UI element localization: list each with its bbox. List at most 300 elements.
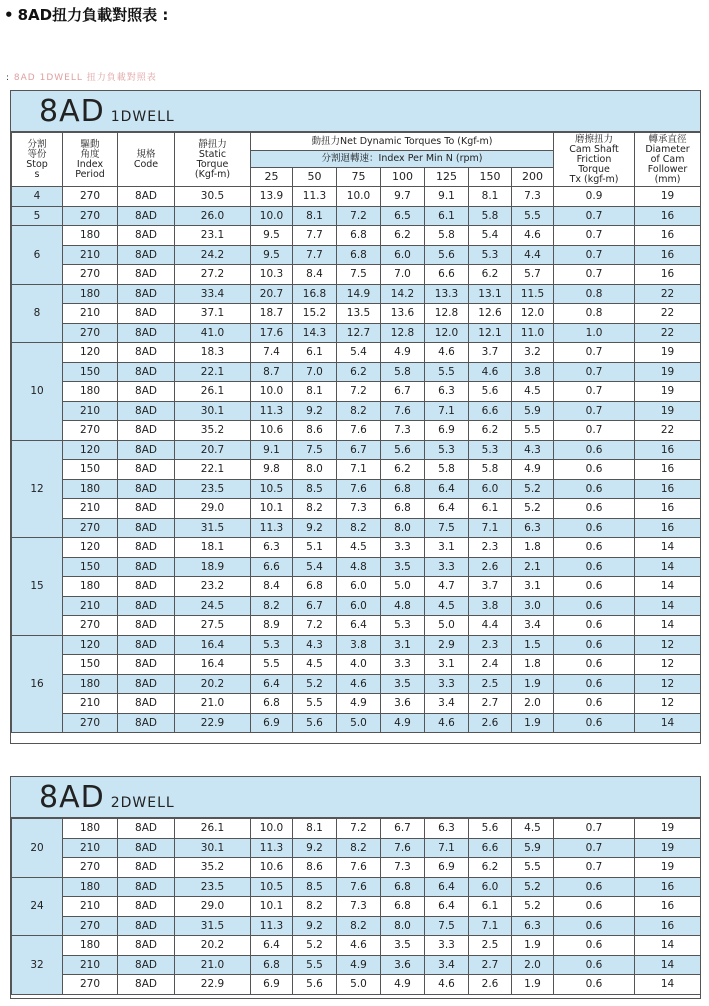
table-cell: 8AD (118, 245, 175, 265)
table-cell: 5.6 (381, 440, 425, 460)
table-cell: 8AD (118, 479, 175, 499)
table-header (12, 133, 701, 187)
table-cell: 9.2 (293, 518, 337, 538)
table-cell: 20.7 (175, 440, 251, 460)
table-cell: 20.2 (175, 936, 251, 956)
table-cell: 3.4 (425, 955, 469, 975)
table-cell: 13.1 (469, 284, 512, 304)
table-cell: 5.4 (293, 557, 337, 577)
table-cell: 2.6 (469, 975, 512, 995)
table-body (12, 819, 701, 995)
table-cell: 3.5 (381, 674, 425, 694)
table-cell: 9.5 (251, 226, 293, 246)
table-cell: 16.4 (175, 635, 251, 655)
table-cell: 24.5 (175, 596, 251, 616)
table-panel-1dwell (10, 90, 701, 744)
table-cell: 3.5 (381, 936, 425, 956)
table-row (12, 877, 701, 897)
stop-cell: 10 (12, 343, 63, 441)
table-cell: 9.2 (293, 838, 337, 858)
table-cell: 10.0 (251, 206, 293, 226)
table-cell: 0.7 (554, 382, 635, 402)
table-cell: 7.6 (337, 877, 381, 897)
table-cell: 22.9 (175, 713, 251, 733)
table-cell: 180 (63, 226, 118, 246)
table-cell: 5.7 (512, 265, 554, 285)
table-cell: 23.5 (175, 479, 251, 499)
table-cell: 5.2 (293, 674, 337, 694)
table-cell: 7.5 (425, 916, 469, 936)
table-cell: 1.9 (512, 674, 554, 694)
table-cell: 270 (63, 323, 118, 343)
table-cell: 5.5 (512, 206, 554, 226)
table-cell: 7.6 (381, 838, 425, 858)
table-cell: 13.6 (381, 304, 425, 324)
table-cell: 6.7 (381, 819, 425, 839)
table-cell: 4.7 (425, 577, 469, 597)
bullet: • (4, 6, 14, 24)
table-cell: 6.6 (425, 265, 469, 285)
table-cell: 6.7 (381, 382, 425, 402)
table-cell: 6.8 (381, 897, 425, 917)
table-cell: 11.3 (293, 187, 337, 207)
table-cell: 12.8 (381, 323, 425, 343)
table-cell: 3.4 (425, 694, 469, 714)
table-cell: 1.0 (554, 323, 635, 343)
header-rpm: 200 (512, 168, 554, 187)
table-cell: 12.8 (425, 304, 469, 324)
table-cell: 11.0 (512, 323, 554, 343)
table-cell: 6.4 (251, 674, 293, 694)
table-cell: 150 (63, 557, 118, 577)
table-cell: 5.6 (293, 713, 337, 733)
table-cell: 8.4 (251, 577, 293, 597)
table-cell: 8.2 (337, 916, 381, 936)
stop-cell: 8 (12, 284, 63, 343)
table-cell: 7.7 (293, 226, 337, 246)
table-cell: 0.7 (554, 245, 635, 265)
table-cell: 7.0 (293, 362, 337, 382)
table-cell: 13.3 (425, 284, 469, 304)
table-cell: 7.3 (337, 897, 381, 917)
table-cell: 11.3 (251, 401, 293, 421)
table-cell: 1.9 (512, 975, 554, 995)
table-title-model: 8AD (39, 94, 105, 129)
table-cell: 3.6 (381, 694, 425, 714)
table-cell: 6.1 (469, 499, 512, 519)
table-cell: 12 (635, 655, 701, 675)
table-row (12, 838, 701, 858)
stop-cell: 12 (12, 440, 63, 538)
table-title-bar (11, 777, 700, 818)
table-cell: 7.1 (337, 460, 381, 480)
table-cell: 0.6 (554, 440, 635, 460)
table-cell: 15.2 (293, 304, 337, 324)
table-cell: 0.6 (554, 538, 635, 558)
table-cell: 8AD (118, 265, 175, 285)
table-cell: 5.4 (337, 343, 381, 363)
table-cell: 4.4 (512, 245, 554, 265)
table-cell: 3.4 (512, 616, 554, 636)
table-cell: 0.6 (554, 596, 635, 616)
table-cell: 0.6 (554, 616, 635, 636)
table-cell: 12.0 (512, 304, 554, 324)
table-cell: 8AD (118, 362, 175, 382)
table-cell: 16 (635, 265, 701, 285)
table-cell: 8AD (118, 226, 175, 246)
table-cell: 180 (63, 819, 118, 839)
table-cell: 19 (635, 362, 701, 382)
stop-cell: 32 (12, 936, 63, 995)
table-cell: 180 (63, 382, 118, 402)
table-cell: 3.1 (425, 655, 469, 675)
table-title-model: 8AD (39, 780, 105, 815)
table-cell: 20.2 (175, 674, 251, 694)
table-cell: 5.5 (293, 694, 337, 714)
table-cell: 3.3 (425, 557, 469, 577)
table-cell: 14 (635, 596, 701, 616)
table-cell: 4.6 (425, 343, 469, 363)
table-body (12, 187, 701, 733)
table-cell: 5.4 (469, 226, 512, 246)
table-cell: 8AD (118, 343, 175, 363)
table-cell: 7.3 (381, 858, 425, 878)
table-cell: 3.5 (381, 557, 425, 577)
table-cell: 0.6 (554, 499, 635, 519)
table-cell: 5.8 (425, 226, 469, 246)
table-cell: 11.5 (512, 284, 554, 304)
table-cell: 8.2 (293, 499, 337, 519)
header-dynamic-torque: 動扭力Net Dynamic Torques To (Kgf-m) (251, 133, 554, 151)
table-cell: 21.0 (175, 955, 251, 975)
table-cell: 5.9 (512, 838, 554, 858)
table-row (12, 616, 701, 636)
table-cell: 8AD (118, 674, 175, 694)
table-cell: 6.3 (512, 518, 554, 538)
table-cell: 0.7 (554, 401, 635, 421)
table-cell: 150 (63, 362, 118, 382)
table-cell: 10.6 (251, 421, 293, 441)
table-cell: 3.3 (381, 655, 425, 675)
table-cell: 11.3 (251, 518, 293, 538)
torque-table-1dwell (11, 132, 701, 733)
table-cell: 4.9 (381, 343, 425, 363)
table-cell: 10.0 (251, 382, 293, 402)
table-cell: 5.0 (337, 713, 381, 733)
table-cell: 0.7 (554, 858, 635, 878)
table-cell: 5.2 (293, 936, 337, 956)
table-cell: 180 (63, 936, 118, 956)
table-cell: 18.1 (175, 538, 251, 558)
table-cell: 3.3 (425, 936, 469, 956)
table-cell: 5.5 (512, 858, 554, 878)
table-cell: 2.5 (469, 936, 512, 956)
table-cell: 18.7 (251, 304, 293, 324)
table-cell: 22 (635, 304, 701, 324)
table-cell: 6.9 (425, 421, 469, 441)
table-row (12, 955, 701, 975)
table-cell: 6.4 (425, 877, 469, 897)
table-cell: 10.0 (337, 187, 381, 207)
table-cell: 8.2 (337, 518, 381, 538)
table-cell: 2.6 (469, 713, 512, 733)
table-row (12, 694, 701, 714)
table-cell: 7.6 (381, 401, 425, 421)
table-cell: 16 (635, 226, 701, 246)
table-cell: 8AD (118, 694, 175, 714)
table-cell: 8AD (118, 304, 175, 324)
table-cell: 3.8 (512, 362, 554, 382)
table-title-bar (11, 91, 700, 132)
table-cell: 3.6 (381, 955, 425, 975)
table-cell: 8AD (118, 635, 175, 655)
table-cell: 8.4 (293, 265, 337, 285)
table-cell: 10.1 (251, 897, 293, 917)
table-cell: 6.1 (469, 897, 512, 917)
table-cell: 16 (635, 897, 701, 917)
table-cell: 270 (63, 858, 118, 878)
table-cell: 6.9 (251, 975, 293, 995)
table-cell: 4.9 (381, 975, 425, 995)
table-cell: 0.8 (554, 304, 635, 324)
table-cell: 4.9 (512, 460, 554, 480)
table-cell: 6.4 (251, 936, 293, 956)
table-cell: 16 (635, 877, 701, 897)
table-cell: 8AD (118, 557, 175, 577)
table-cell: 150 (63, 655, 118, 675)
table-cell: 6.8 (337, 245, 381, 265)
table-cell: 33.4 (175, 284, 251, 304)
table-cell: 2.7 (469, 955, 512, 975)
table-cell: 3.7 (469, 577, 512, 597)
table-cell: 6.4 (337, 616, 381, 636)
table-cell: 6.2 (469, 421, 512, 441)
table-cell: 210 (63, 897, 118, 917)
table-cell: 0.6 (554, 955, 635, 975)
table-cell: 3.3 (381, 538, 425, 558)
table-cell: 8.0 (381, 916, 425, 936)
table-row (12, 596, 701, 616)
table-cell: 10.5 (251, 479, 293, 499)
table-cell: 18.3 (175, 343, 251, 363)
table-cell: 5.1 (293, 538, 337, 558)
table-cell: 7.0 (381, 265, 425, 285)
table-cell: 7.2 (337, 819, 381, 839)
table-cell: 7.3 (512, 187, 554, 207)
table-cell: 22 (635, 323, 701, 343)
table-row (12, 897, 701, 917)
table-cell: 8.1 (469, 187, 512, 207)
table-row (12, 916, 701, 936)
table-cell: 8AD (118, 499, 175, 519)
header-rpm: 100 (381, 168, 425, 187)
table-cell: 11.3 (251, 838, 293, 858)
table-row (12, 479, 701, 499)
page-heading (4, 4, 168, 25)
table-cell: 2.6 (469, 557, 512, 577)
table-cell: 8AD (118, 936, 175, 956)
table-row (12, 245, 701, 265)
table-cell: 0.6 (554, 713, 635, 733)
table-cell: 12.7 (337, 323, 381, 343)
table-cell: 7.5 (293, 440, 337, 460)
table-cell: 0.7 (554, 206, 635, 226)
table-row (12, 206, 701, 226)
table-cell: 270 (63, 518, 118, 538)
table-cell: 3.0 (512, 596, 554, 616)
table-cell: 8.2 (293, 897, 337, 917)
header-row (12, 133, 701, 151)
table-cell: 9.1 (251, 440, 293, 460)
table-cell: 12 (635, 635, 701, 655)
table-cell: 4.3 (512, 440, 554, 460)
table-cell: 4.9 (337, 694, 381, 714)
table-row (12, 265, 701, 285)
table-cell: 18.9 (175, 557, 251, 577)
table-cell: 8.5 (293, 479, 337, 499)
table-cell: 4.6 (469, 362, 512, 382)
table-cell: 0.7 (554, 838, 635, 858)
table-cell: 0.7 (554, 819, 635, 839)
table-cell: 8.0 (293, 460, 337, 480)
table-cell: 7.6 (337, 858, 381, 878)
table-cell: 210 (63, 499, 118, 519)
table-cell: 5.0 (337, 975, 381, 995)
table-cell: 1.9 (512, 713, 554, 733)
table-cell: 6.3 (512, 916, 554, 936)
table-cell: 2.3 (469, 635, 512, 655)
table-cell: 270 (63, 616, 118, 636)
table-row (12, 577, 701, 597)
table-cell: 14.9 (337, 284, 381, 304)
table-cell: 8.1 (293, 206, 337, 226)
table-cell: 19 (635, 343, 701, 363)
table-cell: 23.5 (175, 877, 251, 897)
table-cell: 31.5 (175, 518, 251, 538)
table-cell: 0.9 (554, 187, 635, 207)
table-cell: 4.4 (469, 616, 512, 636)
table-cell: 14 (635, 557, 701, 577)
table-cell: 16 (635, 499, 701, 519)
table-cell: 8AD (118, 838, 175, 858)
table-cell: 14 (635, 936, 701, 956)
table-cell: 7.6 (337, 479, 381, 499)
table-cell: 8AD (118, 284, 175, 304)
table-cell: 14 (635, 616, 701, 636)
table-row (12, 382, 701, 402)
table-cell: 180 (63, 479, 118, 499)
table-cell: 8AD (118, 877, 175, 897)
table-cell: 14 (635, 538, 701, 558)
table-cell: 7.1 (425, 401, 469, 421)
table-cell: 6.9 (251, 713, 293, 733)
table-row (12, 538, 701, 558)
header-rpm: 75 (337, 168, 381, 187)
table-cell: 8AD (118, 421, 175, 441)
table-cell: 5.3 (469, 440, 512, 460)
table-cell: 180 (63, 284, 118, 304)
table-cell: 16 (635, 245, 701, 265)
stop-cell: 20 (12, 819, 63, 878)
table-cell: 4.9 (381, 713, 425, 733)
table-cell: 41.0 (175, 323, 251, 343)
table-row (12, 858, 701, 878)
table-cell: 6.9 (425, 858, 469, 878)
table-cell: 1.8 (512, 538, 554, 558)
table-cell: 6.8 (251, 955, 293, 975)
table-cell: 8AD (118, 323, 175, 343)
header-index-per-min: 分割迴轉速：Index Per Min N (rpm) (251, 151, 554, 168)
table-cell: 6.2 (469, 265, 512, 285)
table-cell: 6.0 (469, 479, 512, 499)
table-cell: 23.1 (175, 226, 251, 246)
table-cell: 4.5 (512, 382, 554, 402)
table-cell: 20.7 (251, 284, 293, 304)
table-cell: 30.5 (175, 187, 251, 207)
table-cell: 22.1 (175, 460, 251, 480)
table-cell: 13.9 (251, 187, 293, 207)
header-rpm: 25 (251, 168, 293, 187)
table-cell: 0.6 (554, 897, 635, 917)
table-cell: 150 (63, 460, 118, 480)
table-panel-2dwell (10, 776, 701, 999)
table-cell: 0.7 (554, 362, 635, 382)
table-cell: 30.1 (175, 401, 251, 421)
table-cell: 6.2 (381, 226, 425, 246)
table-cell: 19 (635, 401, 701, 421)
table-cell: 4.5 (293, 655, 337, 675)
table-cell: 0.6 (554, 877, 635, 897)
table-cell: 12.1 (469, 323, 512, 343)
table-cell: 8.0 (381, 518, 425, 538)
table-cell: 8AD (118, 401, 175, 421)
table-cell: 2.4 (469, 655, 512, 675)
table-cell: 6.4 (425, 499, 469, 519)
table-cell: 8AD (118, 713, 175, 733)
table-cell: 30.1 (175, 838, 251, 858)
table-cell: 6.1 (293, 343, 337, 363)
stop-cell: 6 (12, 226, 63, 285)
table-cell: 8.6 (293, 858, 337, 878)
table-cell: 1.8 (512, 655, 554, 675)
table-cell: 22.9 (175, 975, 251, 995)
header-rpm: 125 (425, 168, 469, 187)
table-cell: 0.6 (554, 674, 635, 694)
table-cell: 14 (635, 577, 701, 597)
table-cell: 180 (63, 674, 118, 694)
table-cell: 4.6 (425, 975, 469, 995)
table-row (12, 819, 701, 839)
table-cell: 12 (635, 674, 701, 694)
table-cell: 19 (635, 382, 701, 402)
table-cell: 26.1 (175, 819, 251, 839)
table-cell: 120 (63, 635, 118, 655)
table-cell: 10.6 (251, 858, 293, 878)
table-cell: 0.6 (554, 577, 635, 597)
table-cell: 0.6 (554, 635, 635, 655)
table-cell: 24.2 (175, 245, 251, 265)
table-row (12, 421, 701, 441)
table-cell: 0.6 (554, 936, 635, 956)
table-cell: 8AD (118, 616, 175, 636)
table-cell: 4.6 (512, 226, 554, 246)
table-cell: 6.5 (381, 206, 425, 226)
table-cell: 3.2 (512, 343, 554, 363)
table-cell: 7.1 (469, 518, 512, 538)
table-cell: 2.9 (425, 635, 469, 655)
table-row (12, 674, 701, 694)
table-cell: 0.8 (554, 284, 635, 304)
